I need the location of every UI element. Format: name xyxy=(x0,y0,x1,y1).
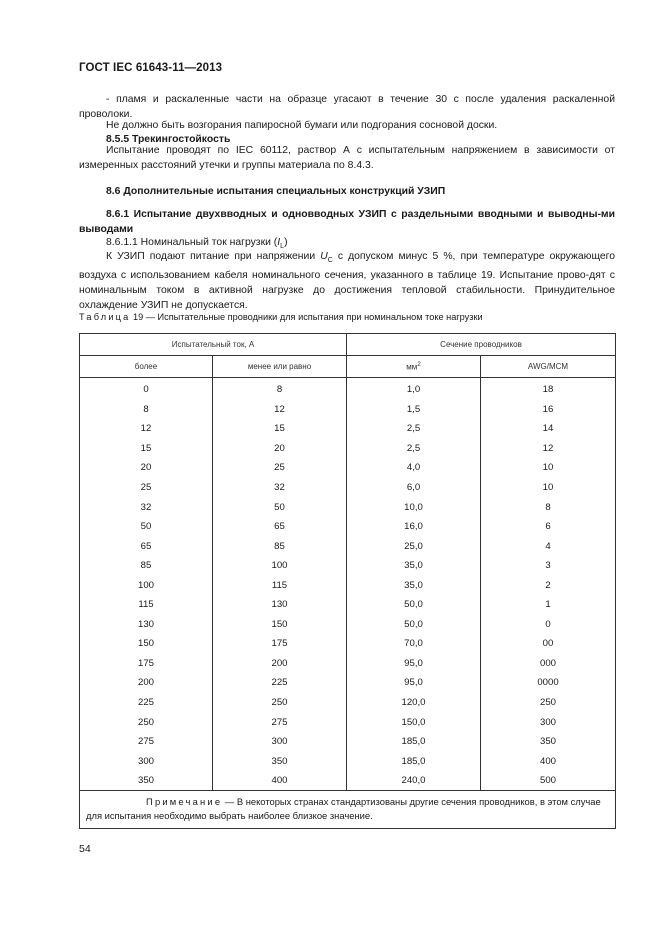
table-cell: 350 xyxy=(80,771,213,791)
table-cell: 0 xyxy=(481,615,616,635)
table-cell: 20 xyxy=(213,439,347,459)
table-cell: 14 xyxy=(481,419,616,439)
table-cell: 350 xyxy=(481,732,616,752)
table-cell: 3 xyxy=(481,556,616,576)
table-cell: 2,5 xyxy=(347,419,481,439)
table-cell: 000 xyxy=(481,654,616,674)
table-row xyxy=(80,654,616,674)
table-cell: 175 xyxy=(80,654,213,674)
table-cell: 0 xyxy=(80,378,213,400)
table-cell: 65 xyxy=(80,536,213,556)
table-cell: 1,5 xyxy=(347,400,481,420)
table-cell: 240,0 xyxy=(347,771,481,791)
table-cell: 275 xyxy=(213,712,347,732)
heading-8-6-1: 8.6.1 Испытание двухвводных и одновводных УЗИП с раздельными вводными и выводны-ми выводами xyxy=(79,209,615,235)
table-cell: 130 xyxy=(213,595,347,615)
table-cell: 00 xyxy=(481,634,616,654)
table-cell: 500 xyxy=(481,771,616,791)
table-cell: 100 xyxy=(213,556,347,576)
table-row xyxy=(80,732,616,752)
heading-8-5-5: 8.5.5 Трекингостойкость xyxy=(106,134,231,145)
table-cell: 15 xyxy=(80,439,213,459)
paragraph-tracking: Испытание проводят по IEC 60112, раствор А с испытательным напряжением в зависимости от измеренных расстояний утечки и группы материала по 8.4.3. xyxy=(79,145,615,171)
table-cell: 100 xyxy=(80,575,213,595)
table-cell: 150,0 xyxy=(347,712,481,732)
table-cell: 32 xyxy=(213,478,347,498)
table-cell: 225 xyxy=(80,693,213,713)
table-cell: 35,0 xyxy=(347,556,481,576)
table-row xyxy=(80,439,616,459)
table-cell: 50,0 xyxy=(347,615,481,635)
table-cell: 15 xyxy=(213,419,347,439)
table-row xyxy=(80,634,616,654)
table-row xyxy=(80,497,616,517)
table-cell: 10,0 xyxy=(347,497,481,517)
table-row xyxy=(80,458,616,478)
table-row xyxy=(80,771,616,791)
table-row xyxy=(80,419,616,439)
table-row xyxy=(80,536,616,556)
table-cell: 12 xyxy=(481,439,616,459)
table-cell: 2,5 xyxy=(347,439,481,459)
table-caption: Таблица 19 — Испытательные проводники для испытания при номинальном токе нагрузки xyxy=(79,312,483,322)
table-cell: 120,0 xyxy=(347,693,481,713)
table-cell: 4,0 xyxy=(347,458,481,478)
table-row xyxy=(80,615,616,635)
table-cell: 18 xyxy=(481,378,616,400)
paragraph-flame: - пламя и раскаленные части на образце угасают в течение 30 с после удаления раскаленной проволоки. xyxy=(79,94,615,120)
table-cell: 250 xyxy=(213,693,347,713)
table-cell: 185,0 xyxy=(347,732,481,752)
table-row xyxy=(80,400,616,420)
table-cell: 175 xyxy=(213,634,347,654)
header-more-than: более xyxy=(80,356,213,378)
header-test-current: Испытательный ток, А xyxy=(80,334,347,356)
table-cell: 2 xyxy=(481,575,616,595)
table-cell: 8 xyxy=(213,378,347,400)
table-row xyxy=(80,693,616,713)
table-cell: 130 xyxy=(80,615,213,635)
heading-8-6: 8.6 Дополнительные испытания специальных конструкций УЗИП xyxy=(106,186,446,197)
table-cell: 50 xyxy=(80,517,213,537)
table-cell: 95,0 xyxy=(347,654,481,674)
table-cell: 25,0 xyxy=(347,536,481,556)
table-row xyxy=(80,575,616,595)
table-cell: 250 xyxy=(481,693,616,713)
document-header: ГОСТ IEC 61643-11—2013 xyxy=(79,62,223,74)
table-cell: 65 xyxy=(213,517,347,537)
page-number: 54 xyxy=(79,843,91,855)
table-cell: 6,0 xyxy=(347,478,481,498)
table-row xyxy=(80,751,616,771)
table-cell: 20 xyxy=(80,458,213,478)
table-cell: 10 xyxy=(481,478,616,498)
table-cell: 400 xyxy=(481,751,616,771)
table-row xyxy=(80,378,616,400)
table-cell: 350 xyxy=(213,751,347,771)
table-row xyxy=(80,673,616,693)
table-cell: 8 xyxy=(481,497,616,517)
table-cell: 16 xyxy=(481,400,616,420)
table-cell: 85 xyxy=(213,536,347,556)
table-cell: 1,0 xyxy=(347,378,481,400)
table-cell: 32 xyxy=(80,497,213,517)
table-cell: 70,0 xyxy=(347,634,481,654)
table-row xyxy=(80,595,616,615)
table-cell: 85 xyxy=(80,556,213,576)
table-cell: 25 xyxy=(213,458,347,478)
table-cell: 4 xyxy=(481,536,616,556)
table-cell: 300 xyxy=(80,751,213,771)
table-cell: 150 xyxy=(80,634,213,654)
paragraph-supply: К УЗИП подают питание при напряжении $U_C$ с допуском минус 5 %, при температуре окружающего воздуха с использованием кабеля номинального сечения, указанного в таблице 19. Испытание прово-дят с номинальным током в активной нагрузке до достижения тепловой стабильности. Принудительное охлаждение УЗИП не допускается. xyxy=(79,251,615,312)
paragraph-8-6-1-1: 8.6.1.1 Номинальный ток нагрузки $(I_L)$ xyxy=(106,237,288,251)
table-cell: 12 xyxy=(213,400,347,420)
table-cell: 200 xyxy=(213,654,347,674)
table-cell: 10 xyxy=(481,458,616,478)
table-cell: 50,0 xyxy=(347,595,481,615)
table-cell: 6 xyxy=(481,517,616,537)
table-cell: 50 xyxy=(213,497,347,517)
table-cell: 300 xyxy=(481,712,616,732)
header-mm2: $мм^2$ xyxy=(347,356,481,378)
table-cell: 185,0 xyxy=(347,751,481,771)
table-cell: 300 xyxy=(213,732,347,752)
table-row xyxy=(80,712,616,732)
table-cell: 95,0 xyxy=(347,673,481,693)
table-cell: 150 xyxy=(213,615,347,635)
table-cell: 12 xyxy=(80,419,213,439)
table-row xyxy=(80,556,616,576)
table-cell: 115 xyxy=(80,595,213,615)
table-row xyxy=(80,517,616,537)
table-row xyxy=(80,478,616,498)
table-cell: 275 xyxy=(80,732,213,752)
header-less-or-equal: менее или равно xyxy=(213,356,347,378)
table-cell: 115 xyxy=(213,575,347,595)
table-cell: 200 xyxy=(80,673,213,693)
table-cell: 16,0 xyxy=(347,517,481,537)
table-note: Примечание — В некоторых странах стандартизованы другие сечения проводников, в этом случае для испытания необходимо выбрать наиболее близкое значение. xyxy=(80,791,616,829)
table-cell: 25 xyxy=(80,478,213,498)
table-cell: 8 xyxy=(80,400,213,420)
table-cell: 1 xyxy=(481,595,616,615)
header-conductor-section: Сечение проводников xyxy=(347,334,616,356)
paragraph-no-ignition: Не должно быть возгорания папиросной бумаги или подгорания сосновой доски. xyxy=(106,120,498,131)
table-cell: 250 xyxy=(80,712,213,732)
header-awg-mcm: AWG/MCM xyxy=(481,356,616,378)
table-cell: 225 xyxy=(213,673,347,693)
table-cell: 400 xyxy=(213,771,347,791)
table-cell: 0000 xyxy=(481,673,616,693)
conductors-table xyxy=(79,333,616,829)
table-cell: 35,0 xyxy=(347,575,481,595)
